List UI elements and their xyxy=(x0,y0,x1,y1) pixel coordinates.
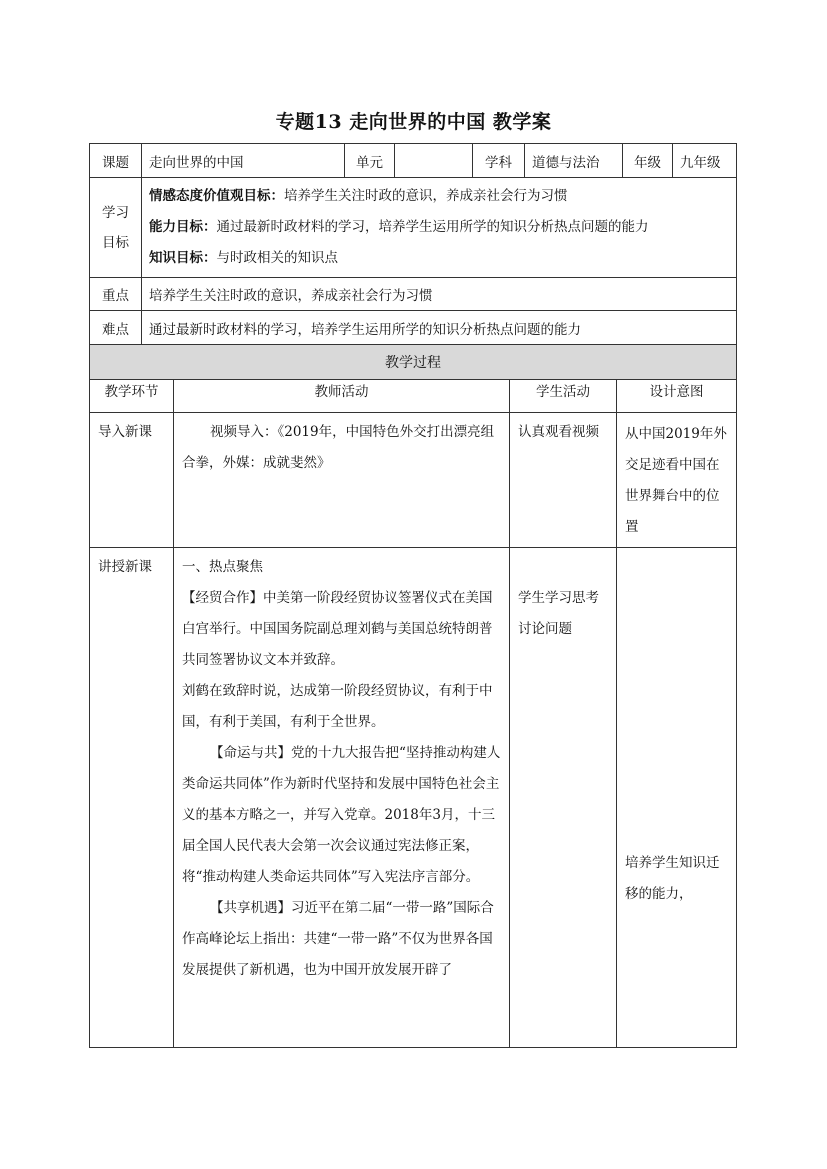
intent-intro: 从中国2019年外交足迹看中国在世界舞台中的位置 xyxy=(617,413,737,548)
emotion-goal-text: 培养学生关注时政的意识，养成亲社会行为习惯 xyxy=(284,188,568,204)
emotion-goal xyxy=(149,181,736,212)
grade-value: 九年级 xyxy=(673,144,737,178)
stage-intro: 导入新课 xyxy=(90,413,174,548)
intent-new: 培养学生知识迁移的能力， xyxy=(617,548,737,1048)
header-stage: 教学环节 xyxy=(90,380,174,413)
teacher-intro: 视频导入：《2019年，中国特色外交打出漂亮组合拳，外媒：成就斐然》 xyxy=(174,413,510,548)
student-intro: 认真观看视频 xyxy=(510,413,617,548)
course-label: 课题 xyxy=(90,144,142,178)
header-intent: 设计意图 xyxy=(617,380,737,413)
goals-content xyxy=(142,178,737,278)
goals-label-line1: 学习 xyxy=(102,204,129,221)
ability-goal xyxy=(149,212,736,243)
teacher-new-p2: 刘鹤在致辞时说，达成第一阶段经贸协议，有利于中国，有利于美国，有利于全世界。 xyxy=(182,683,493,730)
teacher-new-p1: 【经贸合作】中美第一阶段经贸协议签署仪式在美国白宫举行。中国国务院副总理刘鹤与美国总统特朗普共同签署协议文本并致辞。 xyxy=(182,590,493,668)
knowledge-goal-label: 知识目标： xyxy=(149,250,217,266)
process-table xyxy=(89,344,737,1048)
header-student: 学生活动 xyxy=(510,380,617,413)
key-point-label: 重点 xyxy=(90,278,142,311)
process-title: 教学过程 xyxy=(90,345,737,380)
ability-goal-label: 能力目标： xyxy=(149,219,217,235)
teacher-new-p3: 【命运与共】党的十九大报告把“坚持推动构建人类命运共同体”作为新时代坚持和发展中国特色社会主义的基本方略之一，并写入党章。2018年3月，十三届全国人民代表大会第一次会议通过宪法修正案，将“推动构建人类命运共同体”写入宪法序言部分。 xyxy=(182,745,501,885)
student-new: 学生学习思考讨论问题 xyxy=(510,548,617,1048)
emotion-goal-label: 情感态度价值观目标： xyxy=(149,188,284,204)
unit-label: 单元 xyxy=(345,144,395,178)
ability-goal-text: 通过最新时政材料的学习，培养学生运用所学的知识分析热点问题的能力 xyxy=(216,219,649,235)
unit-value xyxy=(395,144,473,178)
table-row xyxy=(90,413,737,548)
goals-label-line2: 目标 xyxy=(102,234,129,251)
grade-label: 年级 xyxy=(623,144,673,178)
header-teacher: 教师活动 xyxy=(174,380,510,413)
stage-new: 讲授新课 xyxy=(90,548,174,1048)
key-point-text: 培养学生关注时政的意识，养成亲社会行为习惯 xyxy=(142,278,737,311)
info-table xyxy=(89,143,737,345)
goals-label xyxy=(90,178,142,278)
teacher-new xyxy=(174,548,510,1048)
difficulty-label: 难点 xyxy=(90,311,142,345)
subject-value: 道德与法治 xyxy=(525,144,623,178)
page-title: 专题13 走向世界的中国 教学案 xyxy=(275,111,552,133)
difficulty-text: 通过最新时政材料的学习，培养学生运用所学的知识分析热点问题的能力 xyxy=(142,311,737,345)
knowledge-goal xyxy=(149,243,736,274)
teacher-new-intro: 一、热点聚焦 xyxy=(182,559,263,575)
course-value: 走向世界的中国 xyxy=(142,144,345,178)
subject-label: 学科 xyxy=(473,144,525,178)
teacher-new-p4: 【共享机遇】习近平在第二届“一带一路”国际合作高峰论坛上指出：共建“一带一路”不仅为世界各国发展提供了新机遇，也为中国开放发展开辟了 xyxy=(182,900,494,978)
knowledge-goal-text: 与时政相关的知识点 xyxy=(216,250,338,266)
table-row xyxy=(90,548,737,1048)
